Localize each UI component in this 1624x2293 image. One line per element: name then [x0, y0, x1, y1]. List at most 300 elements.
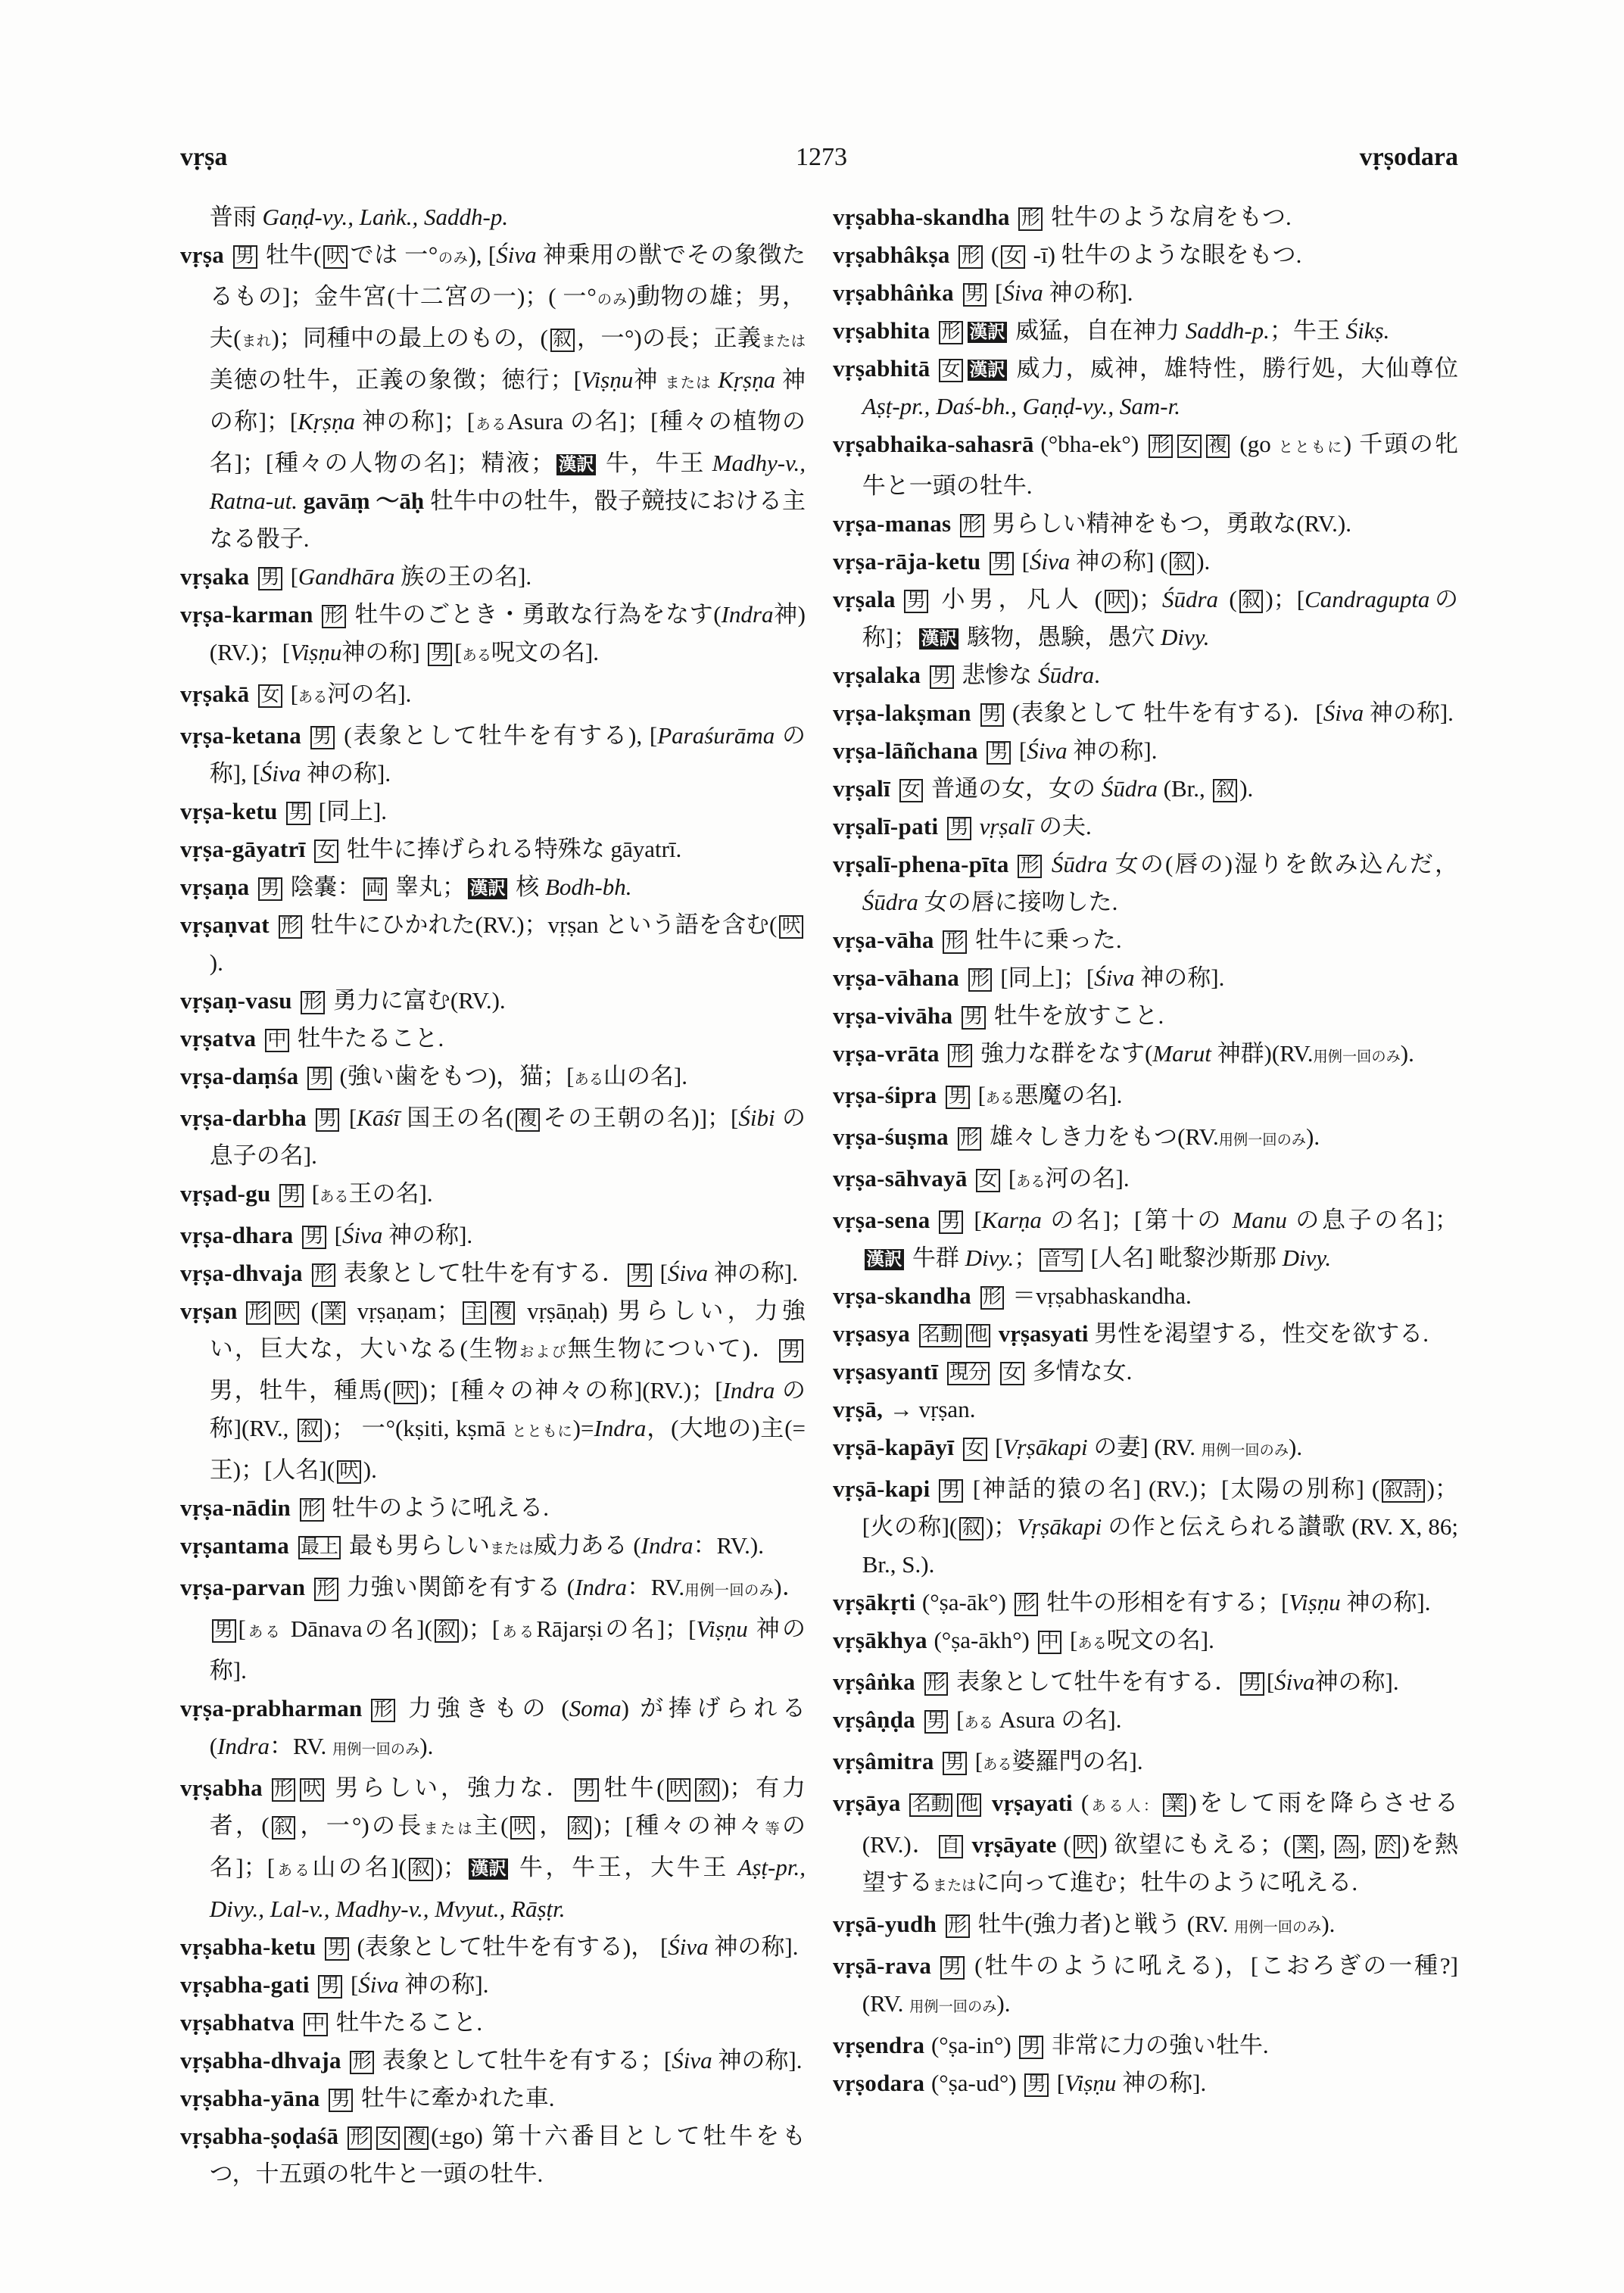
italic-term: Gandhāra	[298, 563, 395, 590]
definition-text: 神の称].	[398, 1971, 489, 1998]
italic-term: Indra	[217, 1733, 270, 1759]
dictionary-entry	[180, 1489, 806, 1527]
grammar-abbrev-box: 叙	[298, 1419, 322, 1442]
dictionary-entry	[180, 1690, 806, 1769]
definition-text: [	[284, 563, 298, 590]
italic-term: Indra	[575, 1574, 627, 1600]
definition-text: ).	[1400, 1040, 1414, 1067]
definition-text: 睾丸；	[389, 874, 466, 900]
grammar-abbrev-box: 男	[924, 1710, 949, 1734]
definition-text: ).	[1306, 1123, 1320, 1150]
headword: vṛṣabhatva	[180, 2009, 295, 2036]
definition-text: ).	[996, 1990, 1011, 2017]
dictionary-entry	[833, 656, 1458, 694]
definition-text	[711, 366, 718, 393]
grammar-abbrev-box: 為	[1335, 1835, 1359, 1858]
grammar-abbrev-box: 男	[286, 802, 310, 825]
italic-term: Kṛṣṇa	[718, 366, 776, 393]
small-note: ある	[298, 690, 328, 706]
grammar-abbrev-box: 叙	[550, 329, 575, 352]
dictionary-entry	[833, 274, 1458, 312]
dictionary-entry	[833, 1470, 1458, 1584]
grammar-abbrev-box: 女	[1000, 1362, 1024, 1385]
grammar-abbrev-box: 形	[960, 514, 984, 537]
definition-text: )； 一°(kṣiti, kṣmā	[323, 1415, 513, 1441]
dictionary-entry	[833, 1315, 1458, 1353]
grammar-abbrev-box: 女	[939, 359, 963, 382]
grammar-abbrev-box: 男	[318, 1975, 342, 1999]
definition-text: 力強きもの (	[397, 1695, 569, 1721]
italic-term: Śūdra	[1161, 586, 1219, 612]
bold-form: vṛṣāyate	[971, 1831, 1057, 1858]
definition-text: )を熱望する	[862, 1831, 1459, 1896]
grammar-abbrev-box: 男	[939, 1210, 963, 1234]
headword: vṛṣa-prabharman	[180, 1695, 363, 1721]
definition-text: 無生物について)．	[567, 1335, 778, 1362]
definition-text: 駭物，愚験，愚穴	[961, 624, 1161, 650]
small-note: または	[423, 1821, 475, 1837]
small-note: 用例一回のみ	[332, 1742, 420, 1758]
headword: vṛṣaṇvat	[180, 911, 270, 938]
italic-term: Vṛṣākapi	[1017, 1513, 1102, 1540]
italic-term: Saddh-p.	[1185, 317, 1270, 344]
definition-text: 神の称].	[1067, 737, 1158, 764]
grammar-abbrev-box: 名動	[909, 1793, 952, 1817]
definition-text: ).	[1321, 1911, 1336, 1937]
definition-text: (強い歯をもつ)，猫；[	[333, 1063, 575, 1089]
definition-text: 神の称].	[712, 2047, 803, 2073]
small-note: 用例一回のみ	[684, 1583, 775, 1599]
definition-text: 神群)(RV.	[1211, 1040, 1314, 1067]
definition-text: [	[1015, 548, 1030, 575]
definition-text: 主(	[474, 1812, 509, 1839]
grammar-abbrev-box: 形	[312, 1263, 336, 1287]
grammar-abbrev-box: 男	[1019, 2036, 1043, 2059]
dictionary-entry	[833, 1201, 1458, 1277]
headword: vṛṣa-manas	[833, 510, 952, 537]
definition-text: 神の称] (	[1070, 548, 1168, 575]
italic-term: Madhy-v., Ratna-ut.	[209, 450, 806, 514]
small-note: ある	[1077, 1636, 1107, 1652]
headword: vṛṣâṅka	[833, 1668, 915, 1695]
grammar-abbrev-box: 男	[628, 1263, 652, 1287]
grammar-abbrev-box: 男	[940, 1956, 965, 1980]
definition-text: 神の称]	[341, 639, 426, 665]
dictionary-entry	[180, 1217, 806, 1254]
small-note: または	[932, 1878, 977, 1894]
definition-text: (表象として牡牛を有する)， [	[351, 1933, 669, 1960]
definition-text: 神の称].	[1116, 2070, 1207, 2096]
italic-term: Gaṇḍ-vy., Laṅk., Saddh-p.	[262, 204, 509, 230]
definition-text: [	[1064, 1627, 1078, 1653]
small-note: または	[665, 375, 712, 391]
definition-text: [	[950, 1706, 965, 1733]
definition-text: )=	[572, 1415, 594, 1441]
dictionary-entry	[833, 236, 1458, 274]
definition-text	[298, 488, 304, 514]
definition-text: [	[341, 1104, 357, 1131]
headword: vṛṣa-lakṣman	[833, 699, 971, 726]
definition-text: ) 千頭の牝牛と一頭の牡牛.	[862, 431, 1458, 499]
headword: vṛṣasya	[833, 1320, 911, 1347]
italic-term: Karṇa	[981, 1207, 1042, 1233]
definition-text: (	[985, 241, 999, 268]
grammar-abbrev-box: 他	[966, 1324, 990, 1347]
dictionary-entry	[833, 1663, 1458, 1701]
definition-text: 威力ある (	[533, 1532, 641, 1559]
grammar-abbrev-box: 形	[279, 915, 303, 939]
definition-text: 神の称].	[209, 1615, 806, 1684]
grammar-abbrev-box: 形	[1015, 1593, 1039, 1616]
grammar-abbrev-box: 吠	[1074, 1835, 1098, 1858]
italic-term: Candragupta	[1304, 586, 1430, 612]
dictionary-entry	[180, 1769, 806, 1928]
small-note: ある	[462, 648, 491, 664]
small-note: のみ	[596, 292, 628, 308]
italic-term: Bodh-bh.	[544, 874, 632, 900]
italic-term: Śiva	[358, 1971, 399, 1998]
dictionary-entry	[833, 694, 1458, 732]
definition-text: [同上].	[312, 798, 388, 824]
definition-text: 普雨	[209, 204, 263, 230]
grammar-abbrev-box: 男	[987, 741, 1011, 765]
definition-text: -ī) 牡牛のような眼をもつ.	[1027, 241, 1302, 268]
dictionary-entry	[833, 543, 1458, 581]
definition-text: ＝vṛṣabhaskandha.	[1006, 1282, 1192, 1309]
definition-text: 陰嚢：	[284, 874, 361, 900]
headword: vṛṣa-sāhvayā	[833, 1165, 968, 1192]
grammar-abbrev-box: 複	[491, 1301, 515, 1325]
grammar-abbrev-box: 男	[930, 665, 954, 689]
definition-text: ；	[1014, 1245, 1038, 1271]
grammar-abbrev-box: 男	[302, 1226, 326, 1249]
grammar-abbrev-box: 吠	[1105, 590, 1129, 613]
definition-text: 神の称]；[	[209, 366, 806, 435]
kanyaku-label: 漢訳	[919, 628, 959, 649]
grammar-abbrev-box: 叙	[568, 1816, 592, 1840]
grammar-abbrev-box: 男	[1240, 1672, 1264, 1696]
grammar-abbrev-box: 叙	[959, 1517, 983, 1541]
small-note: 用例一回のみ	[1234, 1920, 1322, 1936]
bold-form: vṛṣayati	[991, 1790, 1073, 1816]
dictionary-entry	[833, 808, 1458, 846]
definition-text: 牛，牛王，大牛王	[510, 1854, 738, 1880]
definition-text: )；	[1130, 586, 1162, 612]
headword: vṛṣā-kapāyī	[833, 1434, 955, 1460]
page-number: 1273	[796, 143, 847, 171]
dictionary-entry	[833, 581, 1458, 656]
dictionary-entry	[180, 1175, 806, 1217]
definition-text: ：RV.	[626, 1574, 685, 1600]
grammar-abbrev-box: 形	[350, 2051, 374, 2074]
definition-text: 悪魔の名].	[1015, 1082, 1123, 1108]
grammar-abbrev-box: 両	[363, 877, 388, 901]
dictionary-entry	[180, 2117, 806, 2193]
grammar-abbrev-box: 吠	[779, 915, 803, 939]
definition-text: 牡牛たること.	[329, 2009, 483, 2036]
definition-text: の名]；[	[209, 1812, 806, 1880]
dictionary-entry	[833, 732, 1458, 770]
grammar-abbrev-box: 男	[316, 1108, 340, 1132]
headword: vṛṣâmitra	[833, 1748, 934, 1774]
small-note: ある	[500, 1625, 537, 1640]
grammar-abbrev-box: 形	[980, 1286, 1005, 1310]
definition-text: [	[965, 1207, 982, 1233]
headword: vṛṣantama	[180, 1532, 290, 1559]
italic-term: Śiva	[1274, 1668, 1315, 1695]
definition-text: 勇力に富む(RV.).	[327, 987, 506, 1014]
definition-text: )動物の雄；男，夫(	[209, 283, 806, 351]
grammar-abbrev-box: 叙	[272, 1816, 296, 1840]
italic-term: Śiva	[1094, 964, 1135, 991]
definition-text: 牡牛中の牡牛，骰子競技における主なる骰子.	[209, 488, 806, 552]
definition-text: )；	[985, 1513, 1018, 1540]
definition-text: (go	[1232, 431, 1279, 457]
definition-text: ), [	[468, 241, 497, 268]
headword: vṛṣalī	[833, 775, 890, 802]
dictionary-entry	[180, 830, 806, 868]
definition-text: )；同種中の最上のもの，(	[271, 325, 548, 351]
headword: vṛṣâṇḍa	[833, 1706, 915, 1733]
grammar-abbrev-box: 形	[272, 1778, 296, 1802]
dictionary-entry	[180, 1527, 806, 1569]
definition-text: 牡牛の形相を有する；[	[1040, 1589, 1289, 1615]
headword: vṛṣa-vāha	[833, 927, 934, 953]
dictionary-entry	[833, 425, 1458, 505]
headword: vṛṣabha-gati	[180, 1971, 310, 1998]
grammar-abbrev-box: 叙	[1213, 779, 1237, 802]
definition-text: ).	[363, 1456, 377, 1483]
headword: vṛṣendra	[833, 2032, 925, 2058]
definition-text: (Br.,	[1157, 775, 1211, 802]
definition-text: の息子の名].	[209, 1104, 806, 1169]
dictionary-entry	[180, 793, 806, 830]
dictionary-entry	[180, 982, 806, 1020]
definition-text: ).	[209, 949, 223, 976]
grammar-abbrev-box: 男	[258, 877, 282, 901]
headword: vṛṣākṛti	[833, 1589, 916, 1615]
grammar-abbrev-box: 於	[1376, 1835, 1400, 1858]
definition-text: 神の称].	[301, 760, 391, 787]
definition-text: [	[1266, 1668, 1275, 1695]
definition-text: では 一°	[350, 241, 438, 268]
grammar-abbrev-box: 形	[371, 1699, 395, 1722]
definition-text: 山の名].	[603, 1063, 687, 1089]
grammar-abbrev-box: 女	[314, 840, 338, 863]
definition-text: 牡牛(	[259, 241, 322, 268]
grammar-abbrev-box: 中	[1038, 1631, 1062, 1654]
dictionary-entry	[180, 1058, 806, 1099]
dictionary-entry	[833, 198, 1458, 236]
dictionary-entry	[833, 350, 1458, 425]
italic-term: Viṣṇu	[696, 1615, 748, 1642]
dictionary-entry	[180, 1966, 806, 2004]
definition-text: [	[653, 1260, 668, 1286]
definition-text: [人名] 毗黎沙斯那	[1084, 1245, 1283, 1271]
kanyaku-label: 漢訳	[556, 454, 596, 475]
definition-text: 牡牛のように吼える.	[326, 1494, 549, 1521]
grammar-abbrev-box: 形	[246, 1301, 270, 1325]
dictionary-entry	[833, 770, 1458, 808]
dictionary-entry	[833, 1743, 1458, 1784]
definition-text: 神乗用の獣でその象徴たるもの]；金牛宮(十二宮の一)；( 一°	[209, 241, 806, 310]
definition-text: [	[454, 639, 463, 665]
definition-text: の称](RV.,	[209, 1377, 806, 1441]
grammar-abbrev-box: 形	[314, 1578, 338, 1601]
italic-term: Divy.	[1160, 624, 1210, 650]
definition-text: (	[1072, 1790, 1089, 1816]
grammar-abbrev-box: 形	[1018, 207, 1043, 231]
grammar-abbrev-box: 形	[1149, 435, 1173, 458]
definition-text: Asura の名].	[993, 1706, 1122, 1733]
italic-term: Viṣṇu	[1289, 1589, 1341, 1615]
dictionary-entry	[833, 1035, 1458, 1076]
definition-text	[993, 1320, 999, 1347]
grammar-abbrev-box: 自	[939, 1835, 963, 1858]
grammar-abbrev-box: 吠	[394, 1381, 418, 1404]
definition-text: 牛，牛王	[598, 450, 712, 476]
headword: vṛṣaka	[180, 563, 250, 590]
definition-text: 小男，凡人 (	[930, 586, 1102, 612]
headword: vṛṣasyantī	[833, 1358, 939, 1385]
small-note: または	[761, 334, 806, 350]
grammar-abbrev-box: 形	[348, 2126, 372, 2150]
headword: vṛṣan	[180, 1298, 238, 1324]
dictionary-entry	[833, 1947, 1458, 2027]
small-note: ある	[320, 1189, 349, 1205]
grammar-abbrev-box: 男	[428, 643, 452, 666]
definition-text: [	[1013, 737, 1027, 764]
definition-text: )；[	[460, 1615, 500, 1642]
dictionary-entry	[833, 921, 1458, 959]
dictionary-entry	[180, 1254, 806, 1292]
grammar-abbrev-box: 業	[1293, 1835, 1317, 1858]
headword: vṛṣabha-ketu	[180, 1933, 316, 1960]
grammar-abbrev-box: 中	[265, 1029, 289, 1052]
dictionary-entry	[833, 1428, 1458, 1470]
definition-text: (牡牛のように吼える)，[こおろぎの一種?] (RV.	[862, 1952, 1458, 2017]
dictionary-entry	[833, 1118, 1458, 1160]
definition-text: 河の名].	[1045, 1165, 1130, 1192]
definition-text: )をして雨を降らさせる (RV.)．	[862, 1790, 1459, 1858]
definition-text: [	[284, 681, 298, 707]
grammar-abbrev-box: 吠	[510, 1816, 535, 1840]
definition-text: 国王の名(	[400, 1104, 514, 1131]
grammar-abbrev-box: 叙	[1239, 590, 1264, 613]
headword: vṛṣā,	[833, 1396, 884, 1422]
kanyaku-label: 漢訳	[968, 322, 1007, 342]
grammar-abbrev-box: 叙	[409, 1858, 433, 1881]
grammar-abbrev-box: 女	[963, 1438, 987, 1461]
definition-text: [神話的猿の名] (RV.)；[太陽の別称] (	[965, 1475, 1380, 1502]
definition-text: [	[971, 1082, 986, 1108]
headword: vṛṣalī-pati	[833, 813, 939, 840]
grammar-abbrev-box: 形	[946, 1914, 970, 1938]
definition-text: (°bha-ek°)	[1040, 431, 1147, 457]
grammar-abbrev-box: 吠	[337, 1460, 361, 1484]
grammar-abbrev-box: 女	[1001, 245, 1025, 269]
definition-text: 男，牡牛，種馬(	[209, 1377, 391, 1404]
italic-term: Kṛṣṇa	[298, 408, 356, 435]
dictionary-entry	[180, 868, 806, 906]
headword: vṛṣabhitā	[833, 355, 930, 382]
dictionary-entry	[833, 2027, 1458, 2064]
dictionary-entry	[833, 959, 1458, 997]
kanyaku-label: 漢訳	[468, 878, 507, 899]
small-note: ある	[574, 1072, 603, 1088]
definition-text: に向って進む；牡牛のように吼える.	[976, 1869, 1358, 1896]
grammar-abbrev-box: 叙	[1170, 552, 1194, 575]
headword: vṛṣa-parvan	[180, 1574, 306, 1600]
italic-term: Soma	[569, 1695, 622, 1721]
grammar-abbrev-box: 女	[258, 684, 282, 708]
dictionary-entry	[833, 1701, 1458, 1743]
definition-text: [	[989, 279, 1003, 306]
dictionary-entry	[833, 1784, 1458, 1905]
bold-form: vṛṣasyati	[998, 1320, 1089, 1347]
definition-text: ，(大地の)主(=王)；[人名](	[209, 1415, 806, 1483]
definition-text: ) が捧げられる (	[209, 1695, 806, 1759]
grammar-abbrev-box: 男	[947, 817, 971, 840]
definition-text: (±go) 第十六番目として牡牛をもつ，十五頭の牝牛と一頭の牡牛.	[209, 2123, 806, 2187]
definition-text	[992, 1358, 998, 1385]
headword: vṛṣāya	[833, 1790, 901, 1816]
italic-term: Paraśurāma	[657, 722, 775, 749]
grammar-abbrev-box: 女	[976, 1169, 1000, 1192]
grammar-abbrev-box: 男	[1024, 2073, 1049, 2097]
headword: vṛṣaṇ-vasu	[180, 987, 292, 1014]
definition-text: 牡牛に牽かれた車.	[354, 2085, 555, 2111]
grammar-abbrev-box: 男	[943, 1752, 967, 1775]
definition-text: )；[種々の神々	[594, 1812, 765, 1839]
grammar-abbrev-box: 男	[212, 1619, 236, 1643]
definition-text: 婆羅門の名].	[1011, 1748, 1143, 1774]
definition-text: 牡牛に捧げられる特殊な gāyatrī.	[340, 836, 682, 862]
headword: vṛṣa	[180, 241, 225, 268]
grammar-abbrev-box: 音写	[1040, 1248, 1083, 1272]
definition-text: 男らしい精神をもつ，勇敢な(RV.).	[986, 510, 1352, 537]
definition-text: )；[	[1265, 586, 1305, 612]
headword: vṛṣabhita	[833, 317, 930, 344]
definition-text: → vṛṣan.	[889, 1396, 976, 1422]
definition-text: ：RV.).	[693, 1532, 764, 1559]
italic-term: Indra	[721, 601, 774, 628]
dictionary-entry	[180, 2080, 806, 2117]
definition-text: 牡牛のごとき・勇敢な行為をなす(	[348, 601, 722, 628]
definition-text: [	[989, 1434, 1003, 1460]
italic-term: Śūdra	[1051, 851, 1108, 877]
grammar-abbrev-box: 叙	[695, 1778, 719, 1802]
small-note: ある人：	[1089, 1799, 1161, 1815]
grammar-abbrev-box: 男	[990, 552, 1014, 575]
italic-term: Śiva	[1323, 699, 1364, 726]
grammar-abbrev-box: 女	[1177, 435, 1202, 458]
definition-text: 核	[510, 874, 545, 900]
headword: vṛṣa-nādin	[180, 1494, 291, 1521]
grammar-abbrev-box: 現分	[947, 1362, 990, 1385]
small-note: および	[519, 1344, 568, 1360]
headword: vṛṣa-karman	[180, 601, 313, 628]
grammar-abbrev-box: 吠	[667, 1778, 691, 1802]
definition-text: .	[1094, 662, 1100, 688]
grammar-abbrev-box: 女	[376, 2126, 401, 2150]
grammar-abbrev-box: 最上	[298, 1536, 341, 1559]
italic-term: Śiva	[667, 1260, 709, 1286]
definition-text: )；有力者，(	[209, 1774, 806, 1839]
grammar-abbrev-box: 男	[310, 726, 335, 749]
italic-term: Śiva	[1029, 548, 1071, 575]
definition-text: 山の名](	[312, 1854, 407, 1880]
